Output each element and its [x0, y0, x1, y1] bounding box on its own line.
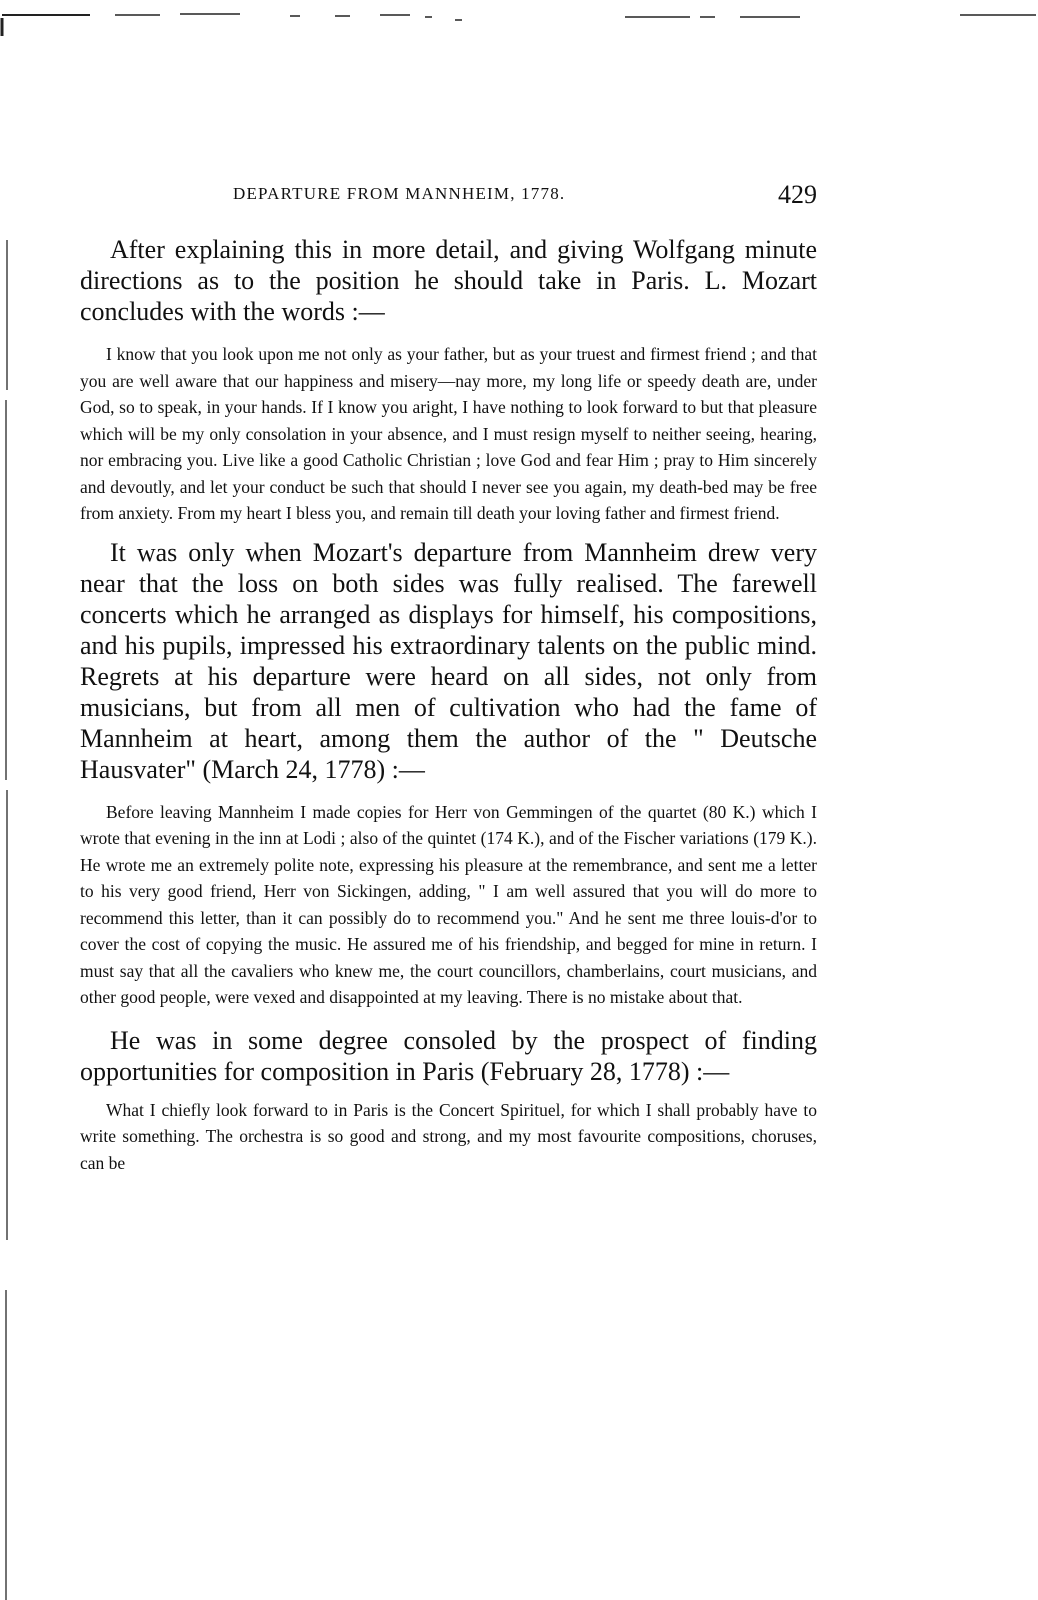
body-paragraph-1: After explaining this in more detail, and giving Wolfgang minute directions as to the position he should take in Paris. L. Mozart concludes with the words :— — [80, 235, 817, 326]
letter-quote-2: Before leaving Mannheim I made copies for Herr von Gemmingen of the quartet (80 K.) which I wrote that evening in the inn at Lodi ; also of the quintet (174 K.), and of the Fischer variations (179 K.). He wrote me an extremely polite note, expressing his pleasure at the remembrance, and sent me a letter to his very good friend, Herr von Sickingen, adding, " I am well assured that you will do more to recommend this letter, than it can possibly do to recommend you." And he sent me three louis-d'or to cover the cost of copying the music. He assured me of his friendship, and begged for mine in return. I must say that all the cavaliers who knew me, the court councillors, chamberlains, court musicians, and other good people, were vexed and disappointed at my leaving. There is no mistake about that. — [80, 801, 817, 1007]
running-title: DEPARTURE FROM MANNHEIM, 1778. — [233, 184, 566, 203]
body-paragraph-2: It was only when Mozart's departure from Mannheim drew very near that the loss on both sides was fully realised. The farewell concerts which he arranged as displays for himself, his compositions, and his pupils, impressed his extraordinary talents on the public mind. Regrets at his departure were heard on all sides, not only from musicians, but from all men of cultivation who had the fame of Mannheim at heart, among them the author of the " Deutsche Hausvater" (March 24, 1778) :— — [80, 537, 817, 784]
scan-left-edge-marks — [0, 0, 12, 1600]
letter-quote-1: I know that you look upon me not only as your father, but as your truest and firmest friend ; and that you are well aware that our happiness and misery—nay more, my long life or speedy death are, under God, so to speak, in your hands. If I know you aright, I have nothing to look forward to but that pleasure which will be my only consolation in your absence, and I must resign myself to neither seeing, hearing, nor embracing you. Live like a good Catholic Christian ; love God and fear Him ; pray to Him sincerely and devoutly, and let your conduct be such that should I never see you again, my death-bed may be free from anxiety. From my heart I bless you, and remain till death your loving father and firmest friend. — [80, 344, 817, 523]
page-number: 429 — [778, 180, 817, 209]
book-page — [80, 180, 817, 1176]
scan-top-rule-marks — [0, 0, 1038, 40]
letter-quote-3: What I chiefly look forward to in Paris is the Concert Spirituel, for which I shall probably have to write something. The orchestra is so good and strong, and my most favourite compositions, choruses, can be — [80, 1099, 817, 1173]
body-paragraph-3: He was in some degree consoled by the prospect of finding opportunities for composition in Paris (February 28, 1778) :— — [80, 1025, 817, 1086]
page-header — [80, 180, 817, 216]
